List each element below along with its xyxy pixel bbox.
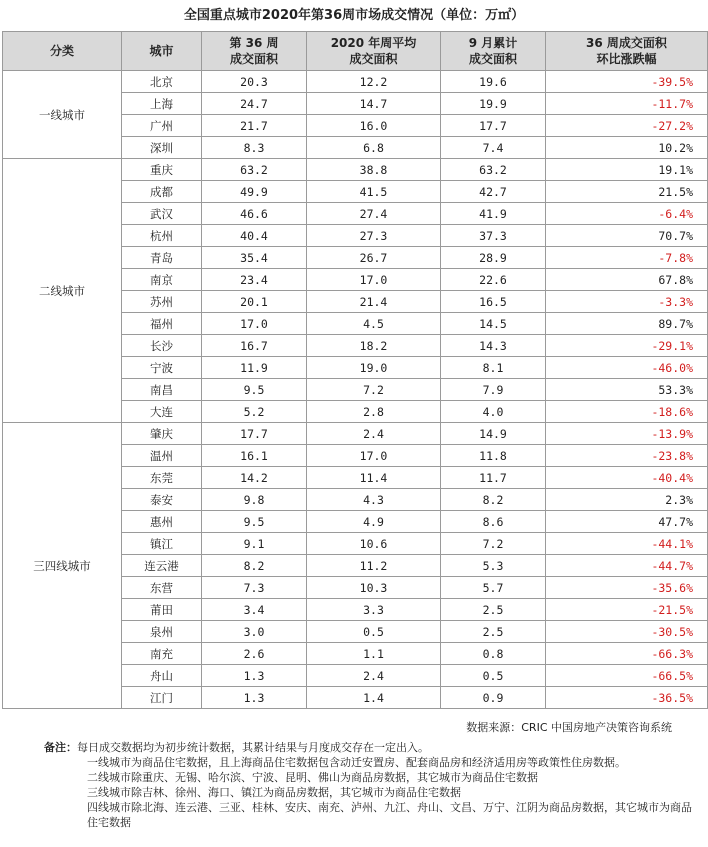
week36-cell: 3.0 [202,621,307,643]
city-cell: 福州 [122,313,202,335]
header-avg-line2: 成交面积 [349,52,398,66]
week36-cell: 46.6 [202,203,307,225]
header-wow-line2: 环比涨跌幅 [596,52,657,66]
city-cell: 连云港 [122,555,202,577]
sep-cum-cell: 14.9 [441,423,546,445]
sep-cum-cell: 2.5 [441,621,546,643]
wow-change-cell: -35.6% [546,577,708,599]
note-text-1: 每日成交数据均为初步统计数据，其累计结果与月度成交存在一定出入。 [77,741,429,754]
avg2020-cell: 41.5 [307,181,441,203]
city-cell: 重庆 [122,159,202,181]
week36-cell: 20.1 [202,291,307,313]
transaction-table [2,31,708,709]
table-row [3,71,708,93]
header-wow [546,32,708,71]
table-body [3,71,708,709]
week36-cell: 2.6 [202,643,307,665]
header-row [3,32,708,71]
sep-cum-cell: 8.2 [441,489,546,511]
avg2020-cell: 3.3 [307,599,441,621]
category-cell: 一线城市 [3,71,122,159]
city-cell: 南昌 [122,379,202,401]
city-cell: 泰安 [122,489,202,511]
header-category: 分类 [3,32,122,71]
sep-cum-cell: 42.7 [441,181,546,203]
avg2020-cell: 2.8 [307,401,441,423]
city-cell: 武汉 [122,203,202,225]
avg2020-cell: 1.1 [307,643,441,665]
header-cum-line1: 9 月累计 [468,36,518,50]
sep-cum-cell: 17.7 [441,115,546,137]
week36-cell: 17.7 [202,423,307,445]
sep-cum-cell: 14.3 [441,335,546,357]
wow-change-cell: 89.7% [546,313,708,335]
sep-cum-cell: 8.6 [441,511,546,533]
header-wow-line1: 36 周成交面积 [586,36,667,50]
week36-cell: 1.3 [202,665,307,687]
avg2020-cell: 2.4 [307,423,441,445]
wow-change-cell: 10.2% [546,137,708,159]
wow-change-cell: -23.8% [546,445,708,467]
wow-change-cell: 53.3% [546,379,708,401]
city-cell: 舟山 [122,665,202,687]
city-cell: 宁波 [122,357,202,379]
sep-cum-cell: 63.2 [441,159,546,181]
avg2020-cell: 1.4 [307,687,441,709]
week36-cell: 49.9 [202,181,307,203]
city-cell: 苏州 [122,291,202,313]
wow-change-cell: -7.8% [546,247,708,269]
city-cell: 广州 [122,115,202,137]
wow-change-cell: -44.1% [546,533,708,555]
wow-change-cell: 2.3% [546,489,708,511]
sep-cum-cell: 14.5 [441,313,546,335]
week36-cell: 9.8 [202,489,307,511]
sep-cum-cell: 7.4 [441,137,546,159]
week36-cell: 8.3 [202,137,307,159]
avg2020-cell: 4.3 [307,489,441,511]
city-cell: 青岛 [122,247,202,269]
wow-change-cell: -44.7% [546,555,708,577]
sep-cum-cell: 7.2 [441,533,546,555]
week36-cell: 24.7 [202,93,307,115]
week36-cell: 16.7 [202,335,307,357]
data-source: 数据来源：CRIC 中国房地产决策咨询系统 [466,721,672,734]
sep-cum-cell: 7.9 [441,379,546,401]
city-cell: 东营 [122,577,202,599]
header-avg-line1: 2020 年周平均 [330,36,417,50]
header-city: 城市 [122,32,202,71]
sep-cum-cell: 41.9 [441,203,546,225]
week36-cell: 63.2 [202,159,307,181]
week36-cell: 11.9 [202,357,307,379]
week36-cell: 1.3 [202,687,307,709]
sep-cum-cell: 5.7 [441,577,546,599]
avg2020-cell: 17.0 [307,445,441,467]
city-cell: 温州 [122,445,202,467]
avg2020-cell: 19.0 [307,357,441,379]
note-line-5: 四线城市除北海、连云港、三亚、桂林、安庆、南充、泸州、九江、舟山、文昌、万宁、江阴为商品房数据，其它城市为商品住宅数据 [87,801,692,829]
avg2020-cell: 10.3 [307,577,441,599]
week36-cell: 9.5 [202,511,307,533]
sep-cum-cell: 0.9 [441,687,546,709]
week36-cell: 40.4 [202,225,307,247]
page-title: 全国重点城市2020年第36周市场成交情况（单位：万㎡） [183,8,525,23]
week36-cell: 23.4 [202,269,307,291]
week36-cell: 14.2 [202,467,307,489]
wow-change-cell: 70.7% [546,225,708,247]
note-line-4: 三线城市除吉林、徐州、海口、镇江为商品房数据，其它城市为商品住宅数据 [87,786,461,799]
sep-cum-cell: 0.8 [441,643,546,665]
week36-cell: 21.7 [202,115,307,137]
week36-cell: 16.1 [202,445,307,467]
city-cell: 江门 [122,687,202,709]
sep-cum-cell: 16.5 [441,291,546,313]
sep-cum-cell: 0.5 [441,665,546,687]
avg2020-cell: 12.2 [307,71,441,93]
sep-cum-cell: 37.3 [441,225,546,247]
header-sep-cum [441,32,546,71]
week36-cell: 17.0 [202,313,307,335]
city-cell: 上海 [122,93,202,115]
week36-cell: 20.3 [202,71,307,93]
wow-change-cell: -18.6% [546,401,708,423]
wow-change-cell: -3.3% [546,291,708,313]
wow-change-cell: -39.5% [546,71,708,93]
avg2020-cell: 18.2 [307,335,441,357]
notes-label: 备注： [44,741,77,754]
city-cell: 深圳 [122,137,202,159]
wow-change-cell: -29.1% [546,335,708,357]
city-cell: 长沙 [122,335,202,357]
wow-change-cell: 21.5% [546,181,708,203]
city-cell: 莆田 [122,599,202,621]
avg2020-cell: 4.9 [307,511,441,533]
sep-cum-cell: 2.5 [441,599,546,621]
wow-change-cell: -40.4% [546,467,708,489]
wow-change-cell: -27.2% [546,115,708,137]
week36-cell: 8.2 [202,555,307,577]
avg2020-cell: 16.0 [307,115,441,137]
wow-change-cell: -66.3% [546,643,708,665]
wow-change-cell: -21.5% [546,599,708,621]
city-cell: 杭州 [122,225,202,247]
sep-cum-cell: 4.0 [441,401,546,423]
note-line-2: 一线城市为商品住宅数据，且上海商品住宅数据包含动迁安置房、配套商品房和经济适用房等政策性住房数据。 [87,756,626,769]
avg2020-cell: 27.3 [307,225,441,247]
header-cum-line2: 成交面积 [468,52,517,66]
wow-change-cell: 47.7% [546,511,708,533]
wow-change-cell: -30.5% [546,621,708,643]
week36-cell: 5.2 [202,401,307,423]
wow-change-cell: 19.1% [546,159,708,181]
city-cell: 镇江 [122,533,202,555]
avg2020-cell: 4.5 [307,313,441,335]
table-row [3,159,708,181]
avg2020-cell: 6.8 [307,137,441,159]
week36-cell: 9.5 [202,379,307,401]
city-cell: 大连 [122,401,202,423]
category-cell: 二线城市 [3,159,122,423]
wow-change-cell: -66.5% [546,665,708,687]
avg2020-cell: 0.5 [307,621,441,643]
city-cell: 肇庆 [122,423,202,445]
city-cell: 北京 [122,71,202,93]
avg2020-cell: 14.7 [307,93,441,115]
avg2020-cell: 11.4 [307,467,441,489]
week36-cell: 7.3 [202,577,307,599]
header-week36-line2: 成交面积 [229,52,278,66]
wow-change-cell: -46.0% [546,357,708,379]
sep-cum-cell: 11.7 [441,467,546,489]
wow-change-cell: 67.8% [546,269,708,291]
city-cell: 东莞 [122,467,202,489]
sep-cum-cell: 5.3 [441,555,546,577]
wow-change-cell: -6.4% [546,203,708,225]
sep-cum-cell: 28.9 [441,247,546,269]
city-cell: 惠州 [122,511,202,533]
avg2020-cell: 38.8 [307,159,441,181]
week36-cell: 3.4 [202,599,307,621]
category-cell: 三四线城市 [3,423,122,709]
wow-change-cell: -13.9% [546,423,708,445]
wow-change-cell: -36.5% [546,687,708,709]
note-line-1 [44,740,694,755]
avg2020-cell: 7.2 [307,379,441,401]
week36-cell: 9.1 [202,533,307,555]
week36-cell: 35.4 [202,247,307,269]
sep-cum-cell: 19.6 [441,71,546,93]
sep-cum-cell: 22.6 [441,269,546,291]
city-cell: 成都 [122,181,202,203]
city-cell: 南充 [122,643,202,665]
header-week36-line1: 第 36 周 [229,36,279,50]
header-avg2020 [307,32,441,71]
avg2020-cell: 10.6 [307,533,441,555]
city-cell: 泉州 [122,621,202,643]
notes [44,740,694,830]
avg2020-cell: 17.0 [307,269,441,291]
avg2020-cell: 26.7 [307,247,441,269]
note-line-3: 二线城市除重庆、无锡、哈尔滨、宁波、昆明、佛山为商品房数据，其它城市为商品住宅数据 [87,771,538,784]
sep-cum-cell: 11.8 [441,445,546,467]
sep-cum-cell: 19.9 [441,93,546,115]
city-cell: 南京 [122,269,202,291]
avg2020-cell: 21.4 [307,291,441,313]
wow-change-cell: -11.7% [546,93,708,115]
header-week36 [202,32,307,71]
sep-cum-cell: 8.1 [441,357,546,379]
avg2020-cell: 2.4 [307,665,441,687]
avg2020-cell: 27.4 [307,203,441,225]
avg2020-cell: 11.2 [307,555,441,577]
table-row [3,423,708,445]
